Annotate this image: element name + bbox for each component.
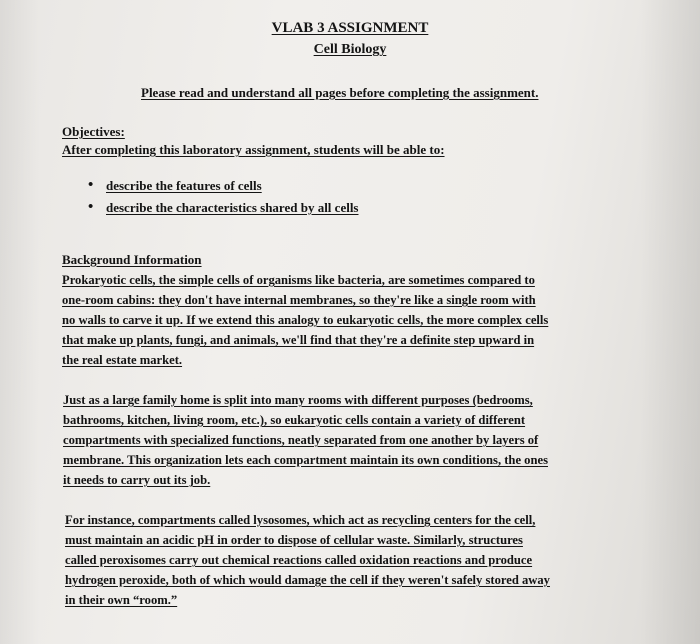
- paragraph-line: Prokaryotic cells, the simple cells of organisms like bacteria, are sometimes compared to: [62, 273, 535, 287]
- paragraph-line: membrane. This organization lets each compartment maintain its own conditions, the ones: [63, 453, 548, 467]
- paragraph-line: For instance, compartments called lysosomes, which act as recycling centers for the cell,: [65, 513, 536, 527]
- paragraph-line: compartments with specialized functions, neatly separated from one another by layers of: [63, 433, 539, 447]
- paragraph-line: it needs to carry out its job.: [63, 473, 211, 487]
- document-title: VLAB 3 ASSIGNMENT: [271, 20, 429, 36]
- page-shadow-right: [640, 0, 700, 644]
- paragraph-line: the real estate market.: [62, 353, 183, 367]
- objective-item-1: describe the features of cells: [106, 178, 262, 193]
- background-heading: Background Information: [62, 252, 202, 267]
- paragraph-line: no walls to carve it up. If we extend this analogy to eukaryotic cells, the more complex cells: [62, 313, 549, 327]
- paragraph-line: Just as a large family home is split into many rooms with different purposes (bedrooms,: [63, 393, 533, 407]
- paragraph-line: that make up plants, fungi, and animals, we'll find that they're a definite step upward in: [62, 333, 535, 347]
- objectives-intro: After completing this laboratory assignment, students will be able to:: [62, 142, 445, 157]
- page-shadow-left: [0, 0, 40, 644]
- paragraph-line: must maintain an acidic pH in order to dispose of cellular waste. Similarly, structures: [65, 533, 523, 547]
- instruction-text: Please read and understand all pages before completing the assignment.: [141, 85, 539, 100]
- background-paragraph-3: [65, 510, 640, 610]
- bullet-dot-icon: •: [88, 177, 94, 193]
- paragraph-line: in their own “room.”: [65, 593, 178, 607]
- background-paragraph-2: [63, 390, 638, 490]
- objective-item-2: describe the characteristics shared by all cells: [106, 200, 359, 215]
- paragraph-line: hydrogen peroxide, both of which would damage the cell if they weren't safely stored away: [65, 573, 550, 587]
- paragraph-line: called peroxisomes carry out chemical reactions called oxidation reactions and produce: [65, 553, 533, 567]
- paragraph-line: one-room cabins: they don't have internal membranes, so they're like a single room with: [62, 293, 536, 307]
- background-paragraph-1: [62, 270, 637, 370]
- bullet-dot-icon: •: [88, 199, 94, 215]
- objectives-heading: Objectives:: [62, 124, 125, 139]
- document-subtitle: Cell Biology: [313, 42, 387, 57]
- paragraph-line: bathrooms, kitchen, living room, etc.), so eukaryotic cells contain a variety of different: [63, 413, 526, 427]
